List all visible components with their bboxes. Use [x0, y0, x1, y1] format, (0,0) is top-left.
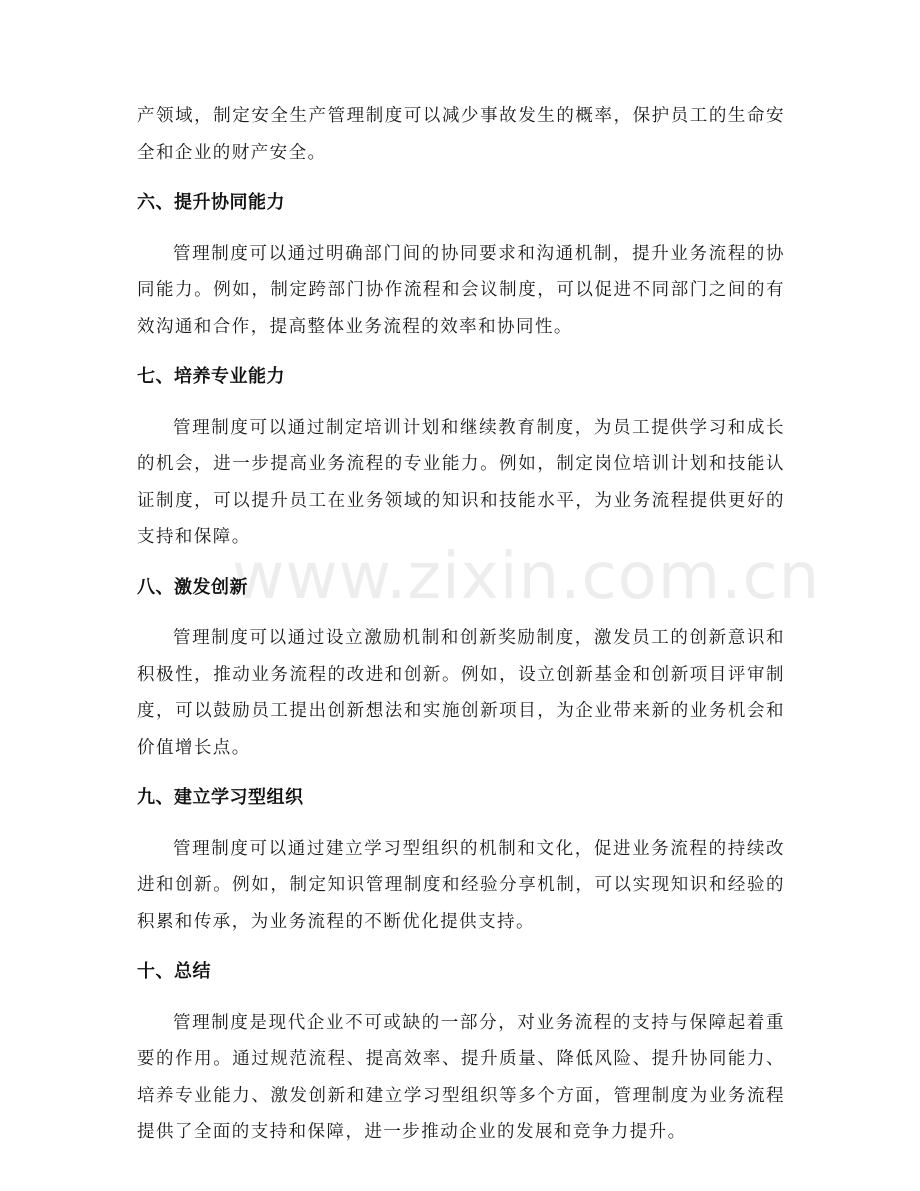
section-heading: 九、建立学习型组织: [137, 787, 304, 808]
section-heading: 八、激发创新: [137, 576, 248, 598]
section-heading: 十、总结: [137, 961, 211, 982]
section-paragraph: 管理制度可以通过设立激励机制和创新奖励制度，激发员工的创新意识和积极性，推动业务流程的改进和创新。例如，设立创新基金和创新项目评审制度，可以鼓励员工提出创新想法和实施创新项目，为企业带来新的业务机会和价值增长点。: [137, 628, 785, 758]
section-heading: 六、提升协同能力: [137, 192, 285, 213]
section-7: [137, 359, 785, 556]
section-6: [137, 185, 785, 345]
watermark: www.zixin.com.cn: [232, 540, 821, 614]
section-paragraph: 管理制度可以通过制定培训计划和继续教育制度，为员工提供学习和成长的机会，进一步提高业务流程的专业能力。例如，制定岗位培训计划和技能认证制度，可以提升员工在业务领域的知识和技能水平，为业务流程提供更好的支持和保障。: [137, 417, 785, 547]
section-9: [137, 780, 785, 940]
section-8: [137, 570, 785, 767]
section-10: [137, 954, 785, 1151]
section-paragraph: 管理制度可以通过建立学习型组织的机制和文化，促进业务流程的持续改进和创新。例如，制定知识管理制度和经验分享机制，可以实现知识和经验的积累和传承，为业务流程的不断优化提供支持。: [137, 838, 785, 932]
section-paragraph: 管理制度可以通过明确部门间的协同要求和沟通机制，提升业务流程的协同能力。例如，制定跨部门协作流程和会议制度，可以促进不同部门之间的有效沟通和合作，提高整体业务流程的效率和协同性。: [137, 243, 785, 337]
section-paragraph: 管理制度是现代企业不可或缺的一部分，对业务流程的支持与保障起着重要的作用。通过规范流程、提高效率、提升质量、降低风险、提升协同能力、培养专业能力、激发创新和建立学习型组织等多个方面，管理制度为业务流程提供了全面的支持和保障，进一步推动企业的发展和竞争力提升。: [137, 1012, 785, 1142]
section-heading: 七、培养专业能力: [137, 366, 285, 387]
document-page: [137, 98, 785, 1151]
intro-paragraph: 产领域，制定安全生产管理制度可以减少事故发生的概率，保护员工的生命安全和企业的财产安全。: [137, 106, 785, 163]
